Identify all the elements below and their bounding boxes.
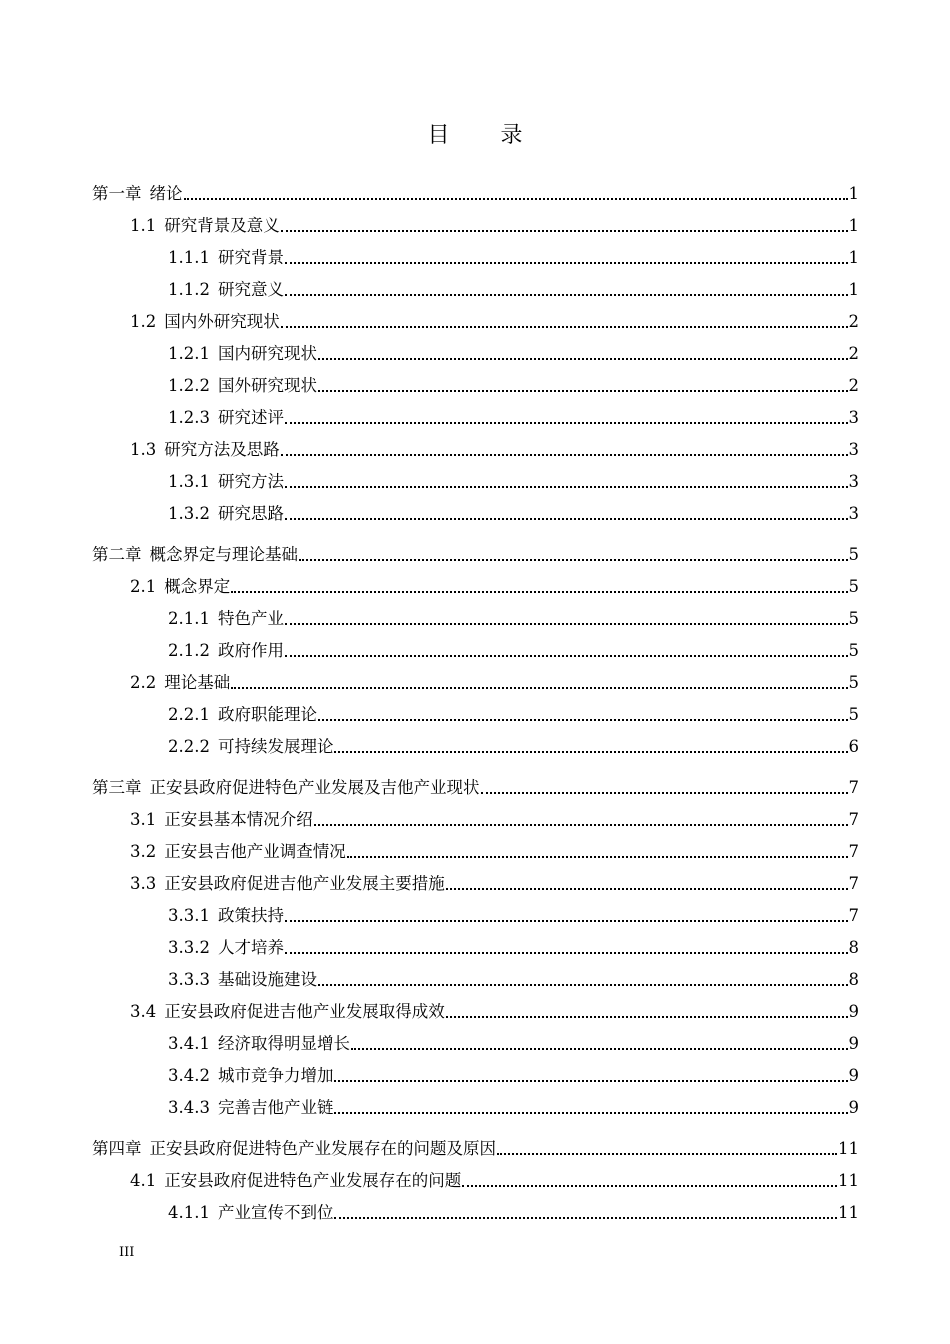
toc-leader-dots [318,358,848,360]
toc-entry-title: 完善吉他产业链 [217,1098,334,1117]
toc-entry[interactable] [130,671,859,695]
toc-entry[interactable] [92,1137,859,1161]
toc-entry-title: 国内研究现状 [217,344,317,363]
toc-leader-dots [446,1016,848,1018]
toc-entry-page: 2 [848,376,859,395]
toc-entry[interactable] [168,1096,859,1120]
toc-entry-page: 6 [848,737,859,756]
toc-leader-dots [334,751,847,753]
toc-entry-number: 1.2 [130,312,157,331]
toc-entry-page: 9 [848,1034,859,1053]
toc-entry-title: 产业宣传不到位 [217,1203,334,1222]
toc-entry-page: 7 [848,842,859,861]
toc-entry-page: 1 [848,216,859,235]
toc-entry-page: 5 [848,577,859,596]
toc-entry-title: 政府职能理论 [217,705,317,724]
toc-entry-title: 政府作用 [217,641,284,660]
toc-entry[interactable] [130,808,859,832]
toc-entry-page: 5 [848,705,859,724]
toc-entry-page: 7 [848,778,859,797]
toc-entry[interactable] [168,639,859,663]
toc-entry-title: 研究方法 [217,472,284,491]
toc-leader-dots [446,888,848,890]
toc-entry[interactable] [168,735,859,759]
toc-entry[interactable] [92,182,859,206]
toc-entry-title: 正安县政府促进特色产业发展存在的问题 [164,1171,462,1190]
toc-entry-number: 1.3.2 [168,504,210,523]
toc-entry-title: 政策扶持 [217,906,284,925]
toc-entry-number: 4.1.1 [168,1203,210,1222]
toc-entry-page: 11 [838,1139,859,1158]
toc-entry-title: 人才培养 [217,938,284,957]
toc-entry-number: 1.1.2 [168,280,210,299]
toc-entry-number: 4.1 [130,1171,157,1190]
toc-leader-dots [285,920,848,922]
toc-leader-dots [497,1153,837,1155]
toc-leader-dots [281,326,848,328]
toc-entry[interactable] [130,214,859,238]
toc-entry-title: 研究背景 [217,248,284,267]
toc-entry-page: 9 [848,1002,859,1021]
toc-entry-number: 2.1.2 [168,641,210,660]
toc-entry-number: 2.1.1 [168,609,210,628]
toc-entry[interactable] [92,776,859,800]
toc-entry[interactable] [168,374,859,398]
toc-entry[interactable] [168,1064,859,1088]
toc-entry-title: 可持续发展理论 [217,737,334,756]
toc-entry-title: 正安县吉他产业调查情况 [164,842,346,861]
toc-entry-page: 2 [848,344,859,363]
toc-entry-number: 2.2 [130,673,157,692]
toc-entry-number: 3.2 [130,842,157,861]
toc-entry-number: 1.2.2 [168,376,210,395]
toc-leader-dots [334,1217,837,1219]
toc-entry[interactable] [130,840,859,864]
toc-entry-number: 1.1.1 [168,248,210,267]
toc-entry-title: 正安县政府促进特色产业发展及吉他产业现状 [149,778,480,797]
toc-entry[interactable] [168,246,859,270]
toc-entry-title: 理论基础 [164,673,231,692]
toc-entry[interactable] [130,1000,859,1024]
toc-entry-number: 第三章 [92,778,142,797]
toc-leader-dots [314,824,848,826]
toc-entry-number: 2.2.1 [168,705,210,724]
toc-entry-number: 第二章 [92,545,142,564]
toc-entry-page: 1 [848,184,859,203]
toc-entry-number: 3.3.2 [168,938,210,957]
toc-leader-dots [318,390,848,392]
toc-entry-number: 3.4.1 [168,1034,210,1053]
toc-entry[interactable] [130,575,859,599]
toc-leader-dots [285,655,848,657]
toc-leader-dots [334,1080,847,1082]
toc-leader-dots [285,623,848,625]
toc-entry-page: 7 [848,874,859,893]
toc-entry-page: 5 [848,545,859,564]
toc-entry[interactable] [130,310,859,334]
toc-entry[interactable] [168,936,859,960]
page-number-footer: III [119,1245,135,1260]
toc-entry-title: 概念界定与理论基础 [149,545,298,564]
toc-entry-page: 9 [848,1098,859,1117]
toc-entry-page: 2 [848,312,859,331]
toc-entry-number: 3.4 [130,1002,157,1021]
toc-leader-dots [334,1112,847,1114]
toc-entry-number: 2.1 [130,577,157,596]
toc-leader-dots [318,984,848,986]
toc-leader-dots [318,719,848,721]
toc-entry[interactable] [168,470,859,494]
toc-leader-dots [285,294,848,296]
toc-leader-dots [351,1048,848,1050]
toc-entry-number: 1.3.1 [168,472,210,491]
toc-entry-page: 3 [848,408,859,427]
toc-entry-title: 研究思路 [217,504,284,523]
toc-entry[interactable] [130,1169,859,1193]
toc-entry-page: 7 [848,810,859,829]
toc-leader-dots [462,1185,837,1187]
page-title: 目 录 [427,123,545,148]
toc-entry[interactable] [168,703,859,727]
toc-leader-dots [285,952,848,954]
toc-entry-title: 研究述评 [217,408,284,427]
toc-entry-number: 3.3.1 [168,906,210,925]
toc-entry-page: 5 [848,609,859,628]
toc-entry-number: 1.2.1 [168,344,210,363]
toc-entry-title: 经济取得明显增长 [217,1034,350,1053]
toc-leader-dots [231,591,847,593]
toc-leader-dots [285,486,848,488]
toc-entry-number: 1.2.3 [168,408,210,427]
toc-entry-number: 3.3 [130,874,157,893]
toc-entry-title: 国内外研究现状 [164,312,280,331]
toc-entry-page: 1 [848,248,859,267]
toc-entry-title: 城市竞争力增加 [217,1066,334,1085]
toc-entry-title: 正安县基本情况介绍 [164,810,313,829]
toc-entry-number: 1.1 [130,216,157,235]
toc-entry-title: 正安县政府促进特色产业发展存在的问题及原因 [149,1139,496,1158]
toc-entry-title: 研究意义 [217,280,284,299]
toc-entry[interactable] [168,1201,859,1225]
toc-entry-page: 11 [838,1203,859,1222]
toc-leader-dots [281,230,848,232]
toc-entry-page: 7 [848,906,859,925]
toc-entry-page: 11 [838,1171,859,1190]
toc-entry-title: 研究方法及思路 [164,440,280,459]
toc-entry-page: 5 [848,641,859,660]
toc-entry[interactable] [168,342,859,366]
toc-leader-dots [231,687,847,689]
toc-leader-dots [299,559,848,561]
toc-entry-number: 第四章 [92,1139,142,1158]
toc-entry-title: 概念界定 [164,577,231,596]
toc-entry[interactable] [168,607,859,631]
toc-entry[interactable] [168,406,859,430]
toc-entry[interactable] [168,278,859,302]
toc-leader-dots [285,262,848,264]
toc-entry-number: 3.4.3 [168,1098,210,1117]
toc-entry-number: 3.1 [130,810,157,829]
toc-entry-title: 特色产业 [217,609,284,628]
toc-entry[interactable] [92,543,859,567]
toc-entry-title: 正安县政府促进吉他产业发展主要措施 [164,874,445,893]
toc-entry[interactable] [130,438,859,462]
toc-entry-page: 5 [848,673,859,692]
toc-entry-title: 绪论 [149,184,183,203]
toc-entry-page: 1 [848,280,859,299]
toc-leader-dots [285,422,848,424]
toc-entry-page: 3 [848,440,859,459]
toc-entry-title: 正安县政府促进吉他产业发展取得成效 [164,1002,445,1021]
toc-entry-number: 2.2.2 [168,737,210,756]
toc-entry-page: 3 [848,504,859,523]
toc-entry[interactable] [168,1032,859,1056]
toc-entry[interactable] [168,968,859,992]
toc-leader-dots [481,792,848,794]
toc-leader-dots [347,856,848,858]
toc-leader-dots [184,198,848,200]
toc-entry[interactable] [130,872,859,896]
toc-entry-page: 8 [848,938,859,957]
toc-leader-dots [281,454,848,456]
toc-entry[interactable] [168,502,859,526]
toc-entry-number: 3.3.3 [168,970,210,989]
toc-entry[interactable] [168,904,859,928]
toc-entry-title: 研究背景及意义 [164,216,280,235]
toc-entry-title: 国外研究现状 [217,376,317,395]
toc-entry-title: 基础设施建设 [217,970,317,989]
toc-entry-page: 9 [848,1066,859,1085]
toc-entry-number: 第一章 [92,184,142,203]
toc-entry-number: 1.3 [130,440,157,459]
toc-entry-number: 3.4.2 [168,1066,210,1085]
toc-entry-page: 3 [848,472,859,491]
toc-leader-dots [285,518,848,520]
toc-entry-page: 8 [848,970,859,989]
